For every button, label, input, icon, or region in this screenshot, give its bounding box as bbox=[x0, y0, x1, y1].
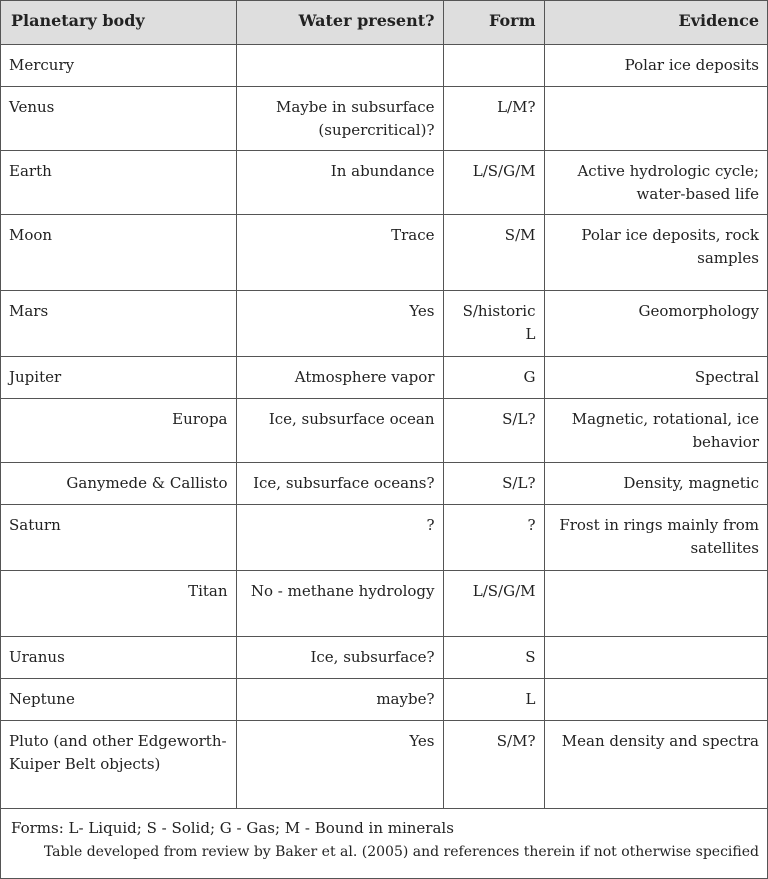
water-table bbox=[1, 1, 767, 809]
table-body bbox=[1, 44, 767, 808]
table-row bbox=[1, 150, 767, 214]
table-row bbox=[1, 214, 767, 290]
water-cell: Yes bbox=[236, 720, 443, 808]
water-cell: ? bbox=[236, 504, 443, 570]
body-cell: Ganymede & Callisto bbox=[1, 462, 236, 504]
evidence-cell: Polar ice deposits bbox=[544, 44, 767, 86]
form-cell: S/L? bbox=[443, 462, 544, 504]
evidence-cell: Polar ice deposits, rock samples bbox=[544, 214, 767, 290]
header-form: Form bbox=[443, 1, 544, 44]
table-row bbox=[1, 720, 767, 808]
form-cell: S bbox=[443, 636, 544, 678]
body-cell: Venus bbox=[1, 86, 236, 150]
water-cell: maybe? bbox=[236, 678, 443, 720]
water-cell: Trace bbox=[236, 214, 443, 290]
water-cell: Maybe in subsurface (supercritical)? bbox=[236, 86, 443, 150]
water-cell: No - methane hydrology bbox=[236, 570, 443, 636]
evidence-cell: Spectral bbox=[544, 356, 767, 398]
water-cell: Atmosphere vapor bbox=[236, 356, 443, 398]
evidence-cell: Magnetic, rotational, ice behavior bbox=[544, 398, 767, 462]
water-cell: Ice, subsurface ocean bbox=[236, 398, 443, 462]
water-cell: In abundance bbox=[236, 150, 443, 214]
table-row bbox=[1, 86, 767, 150]
body-cell: Jupiter bbox=[1, 356, 236, 398]
header-planetary-body: Planetary body bbox=[1, 1, 236, 44]
evidence-cell: Active hydrologic cycle; water-based life bbox=[544, 150, 767, 214]
evidence-cell bbox=[544, 636, 767, 678]
form-cell: G bbox=[443, 356, 544, 398]
form-cell: S/historic L bbox=[443, 290, 544, 356]
table-row bbox=[1, 356, 767, 398]
body-cell: Moon bbox=[1, 214, 236, 290]
table-row bbox=[1, 636, 767, 678]
table-row bbox=[1, 398, 767, 462]
evidence-cell bbox=[544, 678, 767, 720]
body-cell: Saturn bbox=[1, 504, 236, 570]
evidence-cell bbox=[544, 570, 767, 636]
water-cell: Ice, subsurface oceans? bbox=[236, 462, 443, 504]
table-row bbox=[1, 44, 767, 86]
water-cell: Ice, subsurface? bbox=[236, 636, 443, 678]
body-cell: Uranus bbox=[1, 636, 236, 678]
evidence-cell bbox=[544, 86, 767, 150]
form-cell: S/L? bbox=[443, 398, 544, 462]
body-cell: Neptune bbox=[1, 678, 236, 720]
evidence-cell: Mean density and spectra bbox=[544, 720, 767, 808]
body-cell: Europa bbox=[1, 398, 236, 462]
form-cell: L/S/G/M bbox=[443, 150, 544, 214]
table-row bbox=[1, 504, 767, 570]
water-cell: Yes bbox=[236, 290, 443, 356]
header-row bbox=[1, 1, 767, 44]
form-cell: L/S/G/M bbox=[443, 570, 544, 636]
forms-legend: Forms: L- Liquid; S - Solid; G - Gas; M - Bound in minerals bbox=[11, 818, 454, 837]
evidence-cell: Geomorphology bbox=[544, 290, 767, 356]
form-cell: L/M? bbox=[443, 86, 544, 150]
evidence-cell: Density, magnetic bbox=[544, 462, 767, 504]
body-cell: Pluto (and other Edgeworth-Kuiper Belt objects) bbox=[1, 720, 236, 808]
table-header bbox=[1, 1, 767, 44]
table-row bbox=[1, 570, 767, 636]
source-note: Table developed from review by Baker et al. (2005) and references therein if not otherwise specified bbox=[43, 843, 759, 860]
header-evidence: Evidence bbox=[544, 1, 767, 44]
form-cell: S/M bbox=[443, 214, 544, 290]
form-cell: L bbox=[443, 678, 544, 720]
table-row bbox=[1, 290, 767, 356]
table-row bbox=[1, 678, 767, 720]
body-cell: Titan bbox=[1, 570, 236, 636]
form-cell: S/M? bbox=[443, 720, 544, 808]
body-cell: Mercury bbox=[1, 44, 236, 86]
evidence-cell: Frost in rings mainly from satellites bbox=[544, 504, 767, 570]
form-cell: ? bbox=[443, 504, 544, 570]
form-cell bbox=[443, 44, 544, 86]
body-cell: Earth bbox=[1, 150, 236, 214]
header-water-present: Water present? bbox=[236, 1, 443, 44]
table-row bbox=[1, 462, 767, 504]
table-footnotes bbox=[1, 809, 767, 863]
body-cell: Mars bbox=[1, 290, 236, 356]
water-cell bbox=[236, 44, 443, 86]
